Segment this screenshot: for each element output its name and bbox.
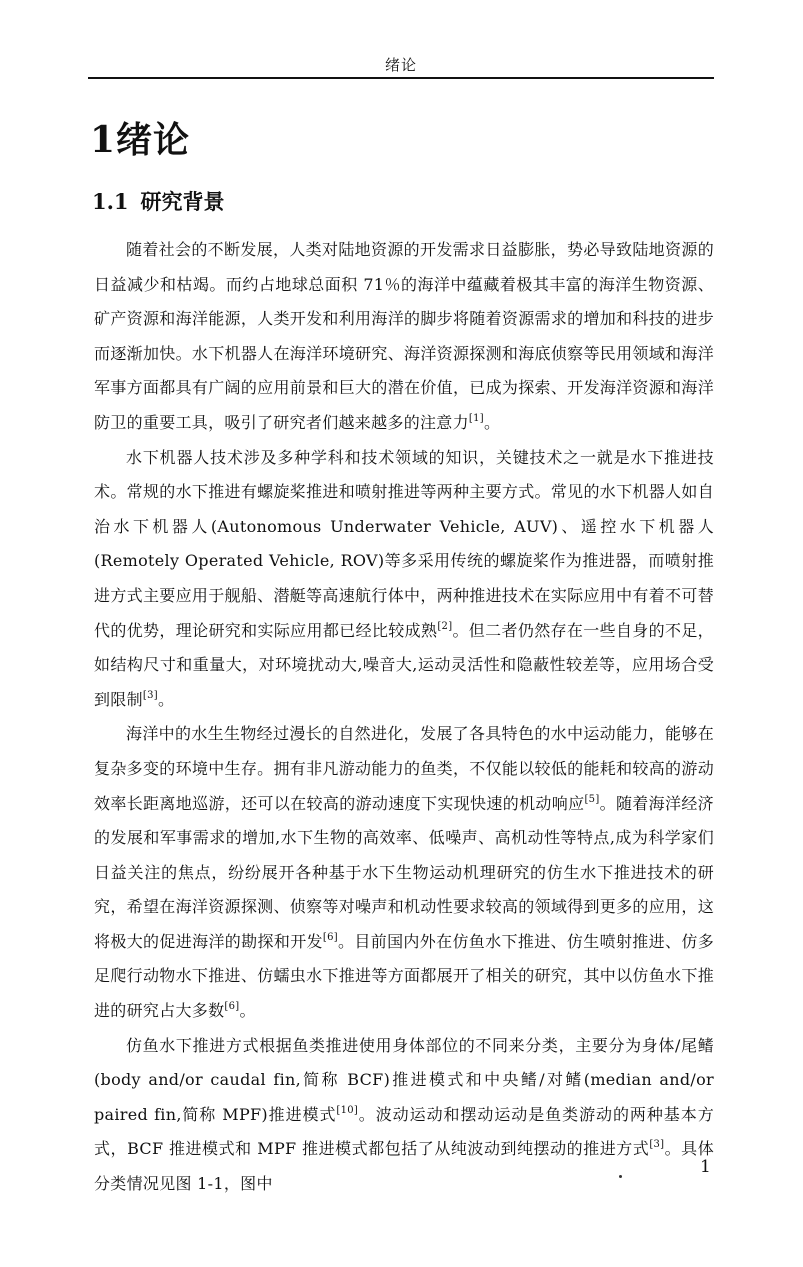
citation: [3] <box>649 1139 665 1151</box>
citation: [10] <box>336 1104 359 1116</box>
paragraph-text: 。 <box>157 689 175 709</box>
section-title: 研究背景 <box>140 189 225 214</box>
paragraph-text: 。 <box>483 412 501 432</box>
citation: [6] <box>224 1001 240 1013</box>
paragraph-text: 。随着海洋经济的发展和军事需求的增加,水下生物的高效率、低噪声、高机动性等特点,成为科学家们日益关注的焦点，纷纷展开各种基于水下生物运动机理研究的仿生水下推进技术的研究，希望在海洋资源探测、侦察等对噪声和机动性要求较高的领域得到更多的应用，这将极大的促进海洋的勘探和开发 <box>94 793 714 951</box>
body-text <box>94 233 714 1202</box>
section-number: 1.1 <box>92 189 129 214</box>
paragraph-text: 。 <box>239 1001 256 1021</box>
paragraph-text: 随着社会的不断发展，人类对陆地资源的开发需求日益膨胀，势必导致陆地资源的日益减少和枯竭。而约占地球总面积 71％的海洋中蕴藏着极其丰富的海洋生物资源、矿产资源和海洋能源，人类开发和利用海洋的脚步将随着资源需求的增加和科技的进步而逐渐加快。水下机器人在海洋环境研究、海洋资源探测和海底侦察等民用领域和海洋军事方面都具有广阔的应用前景和巨大的潜在价值，已成为探索、开发海洋资源和海洋防卫的重要工具，吸引了研究者们越来越多的注意力 <box>94 240 714 432</box>
citation: [5] <box>584 793 600 805</box>
citation: [2] <box>437 620 453 632</box>
paragraph-text: 。目前国内外在仿鱼水下推进、仿生喷射推进、仿多足爬行动物水下推进、仿蠕虫水下推进等方面都展开了相关的研究，其中以仿鱼水下推进的研究占大多数 <box>94 931 714 1021</box>
citation: [3] <box>142 689 158 701</box>
paragraph-text: 水下机器人技术涉及多种学科和技术领域的知识，关键技术之一就是水下推进技术。常规的水下推进有螺旋桨推进和喷射推进等两种主要方式。常见的水下机器人如自治水下机器人(Autonomous Underwater Vehicle, AUV)、遥控水下机器人(Remotely Operated Vehicle, ROV)等多采用传统的螺旋桨作为推进器，而喷射推进方式主要应用于舰船、潜艇等高速航行体中，两种推进技术在实际应用中有着不可替代的优势，理论研究和实际应用都已经比较成熟 <box>94 447 714 640</box>
citation: [1] <box>468 412 484 424</box>
section-heading <box>92 186 225 216</box>
paragraph-text: 仿鱼水下推进方式根据鱼类推进使用身体部位的不同来分类，主要分为身体/尾鳍(body and/or caudal fin,简称 BCF)推进模式和中央鳍/对鳍(median and/or paired fin,简称 MPF)推进模式 <box>94 1035 714 1124</box>
paragraph-text: 。具体分类情况见图 1-1，图中 <box>94 1139 714 1194</box>
scan-speck <box>619 1175 622 1178</box>
paragraph <box>94 441 714 718</box>
chapter-title: 1绪论 <box>90 119 191 161</box>
paragraph <box>94 717 714 1028</box>
paragraph <box>94 233 714 441</box>
citation: [6] <box>322 931 338 943</box>
page-number: 1 <box>700 1157 711 1177</box>
header-rule <box>88 77 714 79</box>
paragraph-text: 。但二者仍然存在一些自身的不足，如结构尺寸和重量大，对环境扰动大,噪音大,运动灵活性和隐蔽性较差等，应用场合受到限制 <box>94 620 714 709</box>
paragraph-text: 。波动运动和摆动运动是鱼类游动的两种基本方式，BCF 推进模式和 MPF 推进模式都包括了从纯波动到纯摆动的推进方式 <box>94 1104 714 1159</box>
paragraph-text: 海洋中的水生生物经过漫长的自然进化，发展了各具特色的水中运动能力，能够在复杂多变的环境中生存。拥有非凡游动能力的鱼类，不仅能以较低的能耗和较高的游动效率长距离地巡游，还可以在较高的游动速度下实现快速的机动响应 <box>94 724 714 813</box>
running-header: 绪论 <box>384 56 417 74</box>
